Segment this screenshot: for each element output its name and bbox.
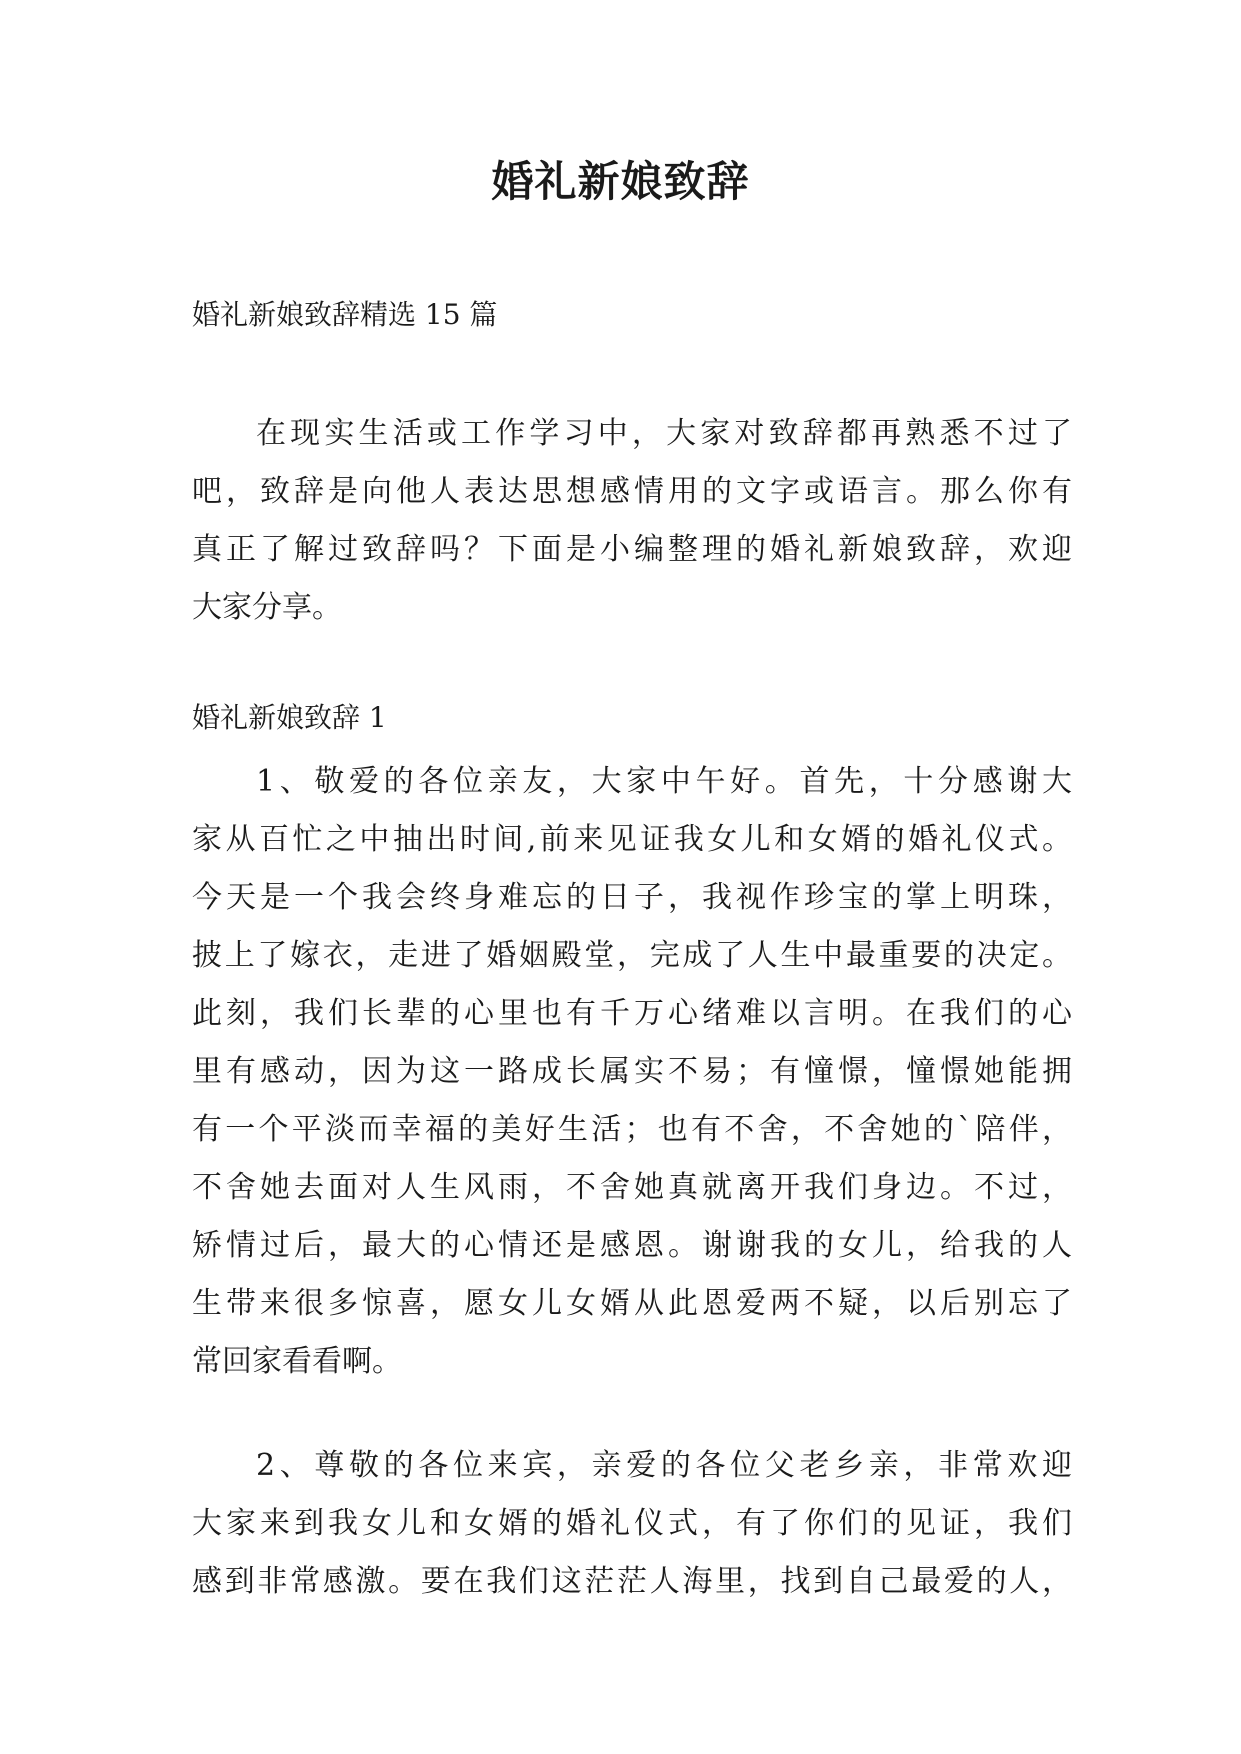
paragraph-line: 披上了嫁衣，走进了婚姻殿堂，完成了人生中最重要的决定。	[192, 938, 1072, 973]
document-title: 婚礼新娘致辞	[491, 157, 750, 206]
paragraph-line: 今天是一个我会终身难忘的日子，我视作珍宝的掌上明珠，	[192, 880, 1072, 915]
paragraph-1	[192, 753, 1072, 1391]
paragraph-line: 不舍她去面对人生风雨，不舍她真就离开我们身边。不过，	[192, 1170, 1072, 1205]
paragraph-line: 家从百忙之中抽出时间,前来见证我女儿和女婿的婚礼仪式。	[192, 822, 1072, 857]
paragraph-line: 感到非常感激。要在我们这茫茫人海里，找到自己最爱的人，	[192, 1564, 1072, 1599]
intro-paragraph	[192, 405, 1072, 637]
paragraph-line: 矫情过后，最大的心情还是感恩。谢谢我的女儿，给我的人	[192, 1228, 1072, 1263]
paragraph-line: 常回家看看啊。	[192, 1344, 402, 1379]
paragraph-line: 大家来到我女儿和女婿的婚礼仪式，有了你们的见证，我们	[192, 1506, 1072, 1541]
intro-line: 大家分享。	[192, 590, 342, 625]
paragraph-2	[192, 1437, 1072, 1611]
paragraph-line: 有一个平淡而幸福的美好生活；也有不舍，不舍她的`陪伴，	[192, 1112, 1072, 1147]
intro-line: 真正了解过致辞吗？下面是小编整理的婚礼新娘致辞，欢迎	[192, 532, 1072, 567]
document-subtitle: 婚礼新娘致辞精选 15 篇	[192, 298, 498, 331]
section-heading: 婚礼新娘致辞 1	[192, 701, 387, 734]
paragraph-line: 2、尊敬的各位来宾，亲爱的各位父老乡亲，非常欢迎	[256, 1448, 1072, 1483]
paragraph-line: 1、敬爱的各位亲友，大家中午好。首先，十分感谢大	[256, 764, 1072, 799]
intro-line: 吧，致辞是向他人表达思想感情用的文字或语言。那么你有	[192, 474, 1072, 509]
paragraph-line: 里有感动，因为这一路成长属实不易；有憧憬，憧憬她能拥	[192, 1054, 1072, 1089]
intro-line: 在现实生活或工作学习中，大家对致辞都再熟悉不过了	[256, 416, 1072, 451]
paragraph-line: 生带来很多惊喜，愿女儿女婿从此恩爱两不疑，以后别忘了	[192, 1286, 1072, 1321]
paragraph-line: 此刻，我们长辈的心里也有千万心绪难以言明。在我们的心	[192, 996, 1072, 1031]
